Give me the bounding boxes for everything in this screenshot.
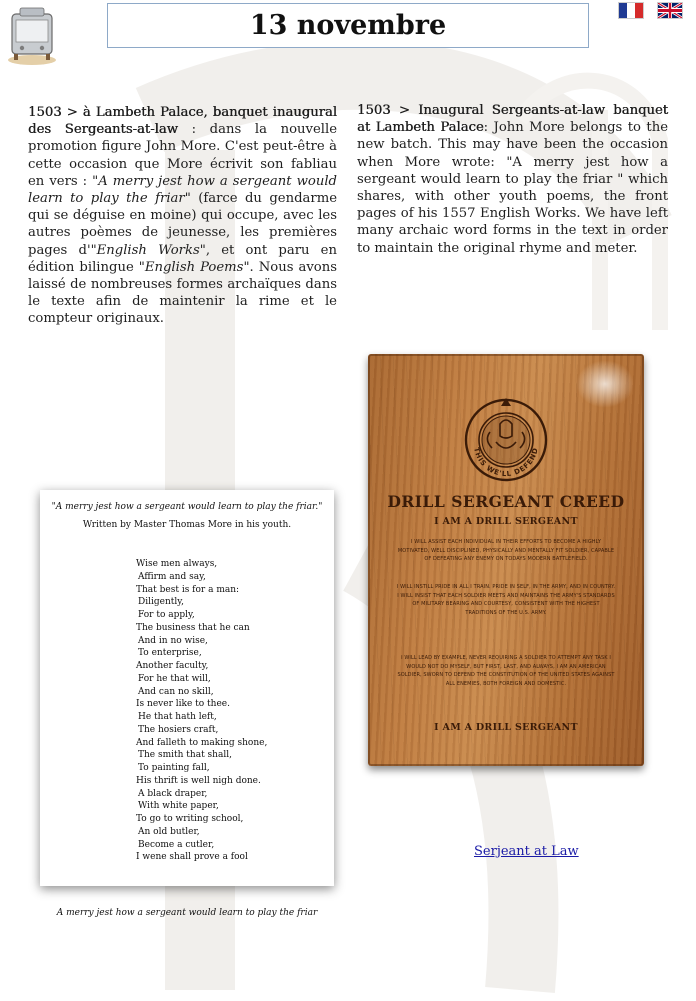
poem-line: To painting fall, <box>138 763 210 773</box>
plaque-subheading: I AM A DRILL SERGEANT <box>434 516 578 527</box>
plaque-closing: I AM A DRILL SERGEANT <box>434 722 578 733</box>
poem-line: To enterprise, <box>138 648 202 659</box>
french-lead: 1503 > à Lambeth Palace, banquet inaugural des Sergeants-at-law <box>28 105 337 138</box>
poem-line: For he that will, <box>138 673 211 684</box>
poem-caption: A merry jest how a sergeant would learn to play the friar <box>56 908 318 918</box>
serjeant-at-law-link[interactable]: Serjeant at Law <box>474 844 579 859</box>
poem-line: The business that he can <box>136 622 250 633</box>
french-text-part: " (farce du gendarme qui se déguise en moine) qui occupe, avec les autres poèmes de jeunesse, les premières pages d'" <box>28 191 337 258</box>
poem-line: For to apply, <box>138 610 195 620</box>
plaque-paragraph-3: I WILL LEAD BY EXAMPLE, NEVER REQUIRING A SOLDIER TO ATTEMPT ANY TASK I WOULD NOT DO MYSELF, BUT FIRST, LAST, AND ALWAYS, I AM AN AMERICAN SOLDIER, SWORN TO DEFEND THE CONSTITUTION OF THE UNITED STATES AGAINST ALL ENEMIES, BOTH FOREIGN AND DOMESTIC. <box>397 655 615 687</box>
poem-line: Diligently, <box>138 597 184 608</box>
plaque-motto: THIS WE'LL DEFEND <box>472 446 540 479</box>
poem-line: And in no wise, <box>138 635 208 646</box>
poem-line: Affirm and say, <box>138 571 206 582</box>
poem-line: Another faculty, <box>136 661 209 671</box>
poem-line: That best is for a man: <box>136 584 240 595</box>
poem-title: "A merry jest how a sergeant would learn to play the friar." <box>51 502 323 512</box>
flag-fr-icon[interactable] <box>618 2 644 19</box>
poem-line: I wene shall prove a fool <box>136 852 248 863</box>
poem-line: He that hath left, <box>138 712 217 722</box>
page-title: 13 novembre <box>249 10 447 41</box>
poem-line: Wise men always, <box>136 559 218 569</box>
french-text-part: : dans la nouvelle promotion figure John More. C'est peut-être à cette occasion que More écrivit son fabliau en vers : " <box>28 122 337 189</box>
poem-line: The hosiers craft, <box>138 724 219 735</box>
plaque-paragraph-2: I WILL INSTILL PRIDE IN ALL I TRAIN. PRIDE IN SELF, IN THE ARMY, AND IN COUNTRY. I WILL INSIST THAT EACH SOLDIER MEETS AND MAINTAINS THE ARMY'S STANDARDS OF MILITARY BEARING AND COURTESY, CONSISTENT WITH THE HIGHEST TRADITIONS OF THE U.S. ARMY. <box>396 584 616 616</box>
french-english-poems: "English Poems" <box>138 259 250 275</box>
poem-line: To go to writing school, <box>136 814 244 824</box>
english-paragraph <box>357 102 668 257</box>
poem-line: And can no skill, <box>138 686 214 697</box>
french-text-part: , et ont paru en édition bilingue <box>28 242 337 275</box>
poem-line: And falleth to making shone, <box>136 737 268 748</box>
french-english-works: English Works" <box>96 242 206 258</box>
poem-line: His thrift is well nigh done. <box>136 775 261 786</box>
french-paragraph <box>28 104 337 328</box>
page-title-box <box>107 3 589 48</box>
poem-line: With white paper, <box>138 801 219 812</box>
drill-sergeant-emblem-icon <box>460 394 552 486</box>
french-text-part: . Nous avons laissé de nombreuses formes archaïques dans le texte afin de maintenir la rime et le compteur originaux. <box>28 259 337 327</box>
english-lead: 1503 > Inaugural Sergeants-at-law banquet at Lambeth Palace <box>357 103 668 136</box>
english-body: : John More belongs to the new batch. This may have been the occasion when More wrote: "A merry jest how a sergeant would learn to play the friar " which shares, with other youth poems, the front pages of his 1557 English Works. We have left many archaic word forms in the text in order to maintain the original rhyme and meter. <box>357 120 669 256</box>
drill-sergeant-plaque-image <box>368 354 644 766</box>
plaque-glare <box>576 360 634 408</box>
poem-line: Become a cutler, <box>138 839 215 850</box>
plaque-heading: DRILL SERGEANT CREED <box>387 492 625 511</box>
poem-lines <box>136 558 267 864</box>
poem-line: Is never like to thee. <box>136 699 230 710</box>
poem-line: The smith that shall, <box>138 750 232 761</box>
poem-line: An old butler, <box>138 826 200 837</box>
poem-image <box>40 490 334 886</box>
site-logo <box>6 4 58 66</box>
flag-uk-icon[interactable] <box>657 2 683 19</box>
plaque-paragraph-1: I WILL ASSIST EACH INDIVIDUAL IN THEIR EFFORTS TO BECOME A HIGHLY MOTIVATED, WELL DISCIPLINED, PHYSICALLY AND MENTALLY FIT SOLDIER, CAPABLE OF DEFEATING ANY ENEMY ON TODAYS MODERN BATTLEFIELD. <box>397 539 615 563</box>
french-work-title: A merry jest how a sergeant would learn to play the friar <box>28 173 337 207</box>
poem-author: Written by Master Thomas More in his youth. <box>82 520 292 530</box>
poem-line: A black draper, <box>138 788 208 799</box>
